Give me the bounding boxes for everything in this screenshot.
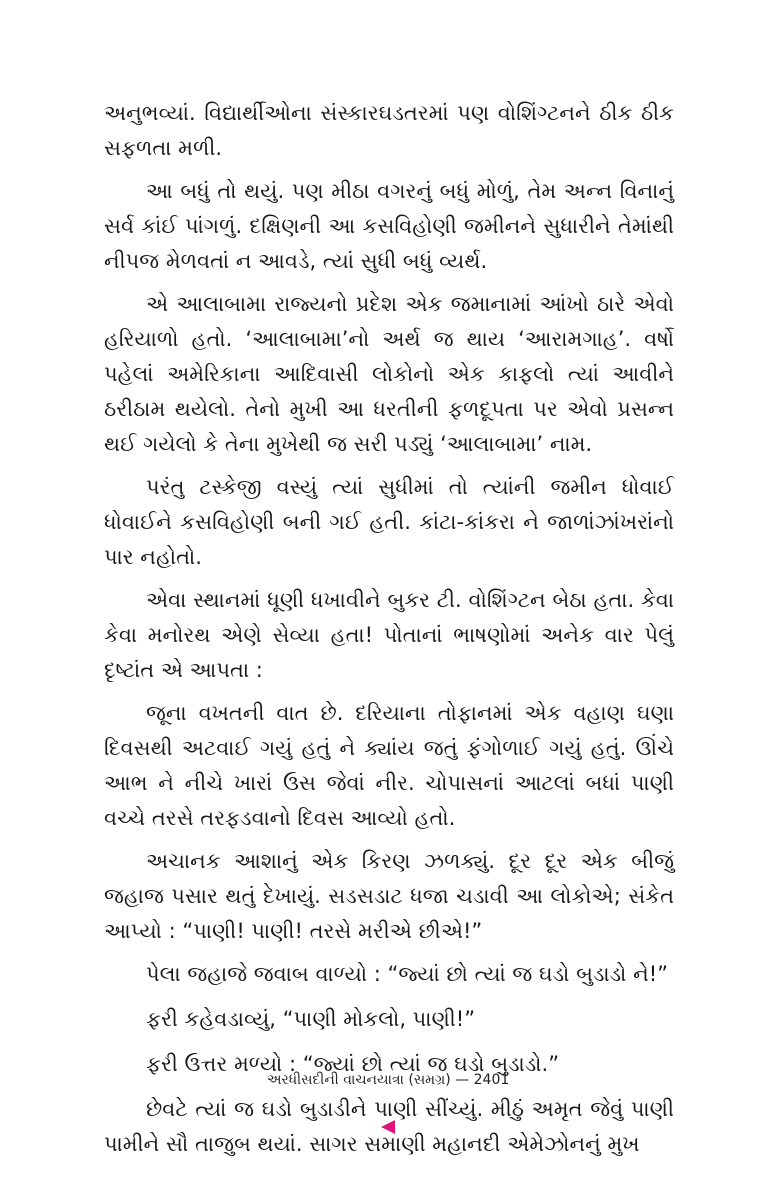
- paragraph-7: અચાનક આશાનું એક કિરણ ઝળક્યું. દૂર દૂર એક બીજું જહાજ પસાર થતું દેખાયું. સડસડાટ ધજા ચડાવી આ લોકોએ; સંકેત આપ્યો : “પાણી! પાણી! તરસે મરીએ છીએ!”: [104, 849, 674, 943]
- paragraph-10: ફરી ઉત્તર મળ્યો : “જ્યાં છો ત્યાં જ ઘડો બુડાડો.”: [146, 1052, 560, 1076]
- paragraph-2: આ બધું તો થયું. પણ મીઠા વગરનું બધું મોળું, તેમ અન્ન વિનાનું સર્વ કાંઈ પાંગળું. દક્ષિણની આ કસવિહોણી જમીનને સુધારીને તેમાંથી નીપજ મેળવતાં ન આવડે, ત્યાં સુધી બધું વ્યર્થ.: [104, 179, 674, 273]
- page-body: [104, 96, 674, 1162]
- paragraph-4: પરંતુ ટસ્કેજી વસ્યું ત્યાં સુધીમાં તો ત્યાંની જમીન ધોવાઈ ધોવાઈને કસવિહોણી બની ગઈ હતી. કાંટા-કાંકરા ને જાળાંઝાંખરાંનો પાર નહોતો.: [104, 475, 674, 569]
- triangle-left-icon[interactable]: [381, 1120, 395, 1134]
- paragraph-5: એવા સ્થાનમાં ધૂણી ધખાવીને બુકર ટી. વોશિંગ્ટન બેઠા હતા. કેવા કેવા મનોરથ એણે સેવ્યા હતા! પોતાનાં ભાષણોમાં અનેક વાર પેલું દૃષ્ટાંત એ આપતા :: [104, 588, 674, 682]
- paragraph-1: અનુભવ્યાં. વિદ્યાર્થીઓના સંસ્કારઘડતરમાં પણ વોશિંગ્ટનને ઠીક ઠીક સફળતા મળી.: [104, 101, 674, 160]
- page-footer: અરધીસદીની વાચનયાત્રા (સમગ્ર) — 2401: [266, 1072, 510, 1088]
- paragraph-8: પેલા જહાજે જવાબ વાળ્યો : “જ્યાં છો ત્યાં જ ઘડો બુડાડો ને!”: [146, 962, 669, 986]
- paragraph-9: ફરી કહેવડાવ્યું, “પાણી મોકલો, પાણી!”: [146, 1007, 476, 1031]
- paragraph-3: એ આલાબામા રાજ્યનો પ્રદેશ એક જમાનામાં આંખો ઠારે એવો હરિયાળો હતો. ‘આલાબામા’નો અર્થ જ થાય ‘આરામગાહ’. વર્ષો પહેલાં અમેરિકાના આદિવાસી લોકોનો એક કાફલો ત્યાં આવીને ઠરીઠામ થયેલો. તેનો મુખી આ ધરતીની ફળદૂપતા પર એવો પ્રસન્ન થઈ ગયેલો કે તેના મુખેથી જ સરી પડ્યું ‘આલાબામા’ નામ.: [104, 292, 674, 456]
- paragraph-6: જૂના વખતની વાત છે. દરિયાના તોફાનમાં એક વહાણ ઘણા દિવસથી અટવાઈ ગયું હતું ને ક્યાંય જતું ફંગોળાઈ ગયું હતું. ઊંચે આભ ને નીચે ખારાં ઉસ જેવાં નીર. ચોપાસનાં આટલાં બધાં પાણી વચ્ચે તરસે તરફડવાનો દિવસ આવ્યો હતો.: [104, 701, 674, 830]
- paragraph-11: છેવટે ત્યાં જ ઘડો બુડાડીને પાણી સીંચ્યું. મીઠું અમૃત જેવું પાણી પામીને સૌ તાજુબ થયાં. સાગર સમાણી મહાનદી એમેઝોનનું મુખ: [104, 1097, 674, 1156]
